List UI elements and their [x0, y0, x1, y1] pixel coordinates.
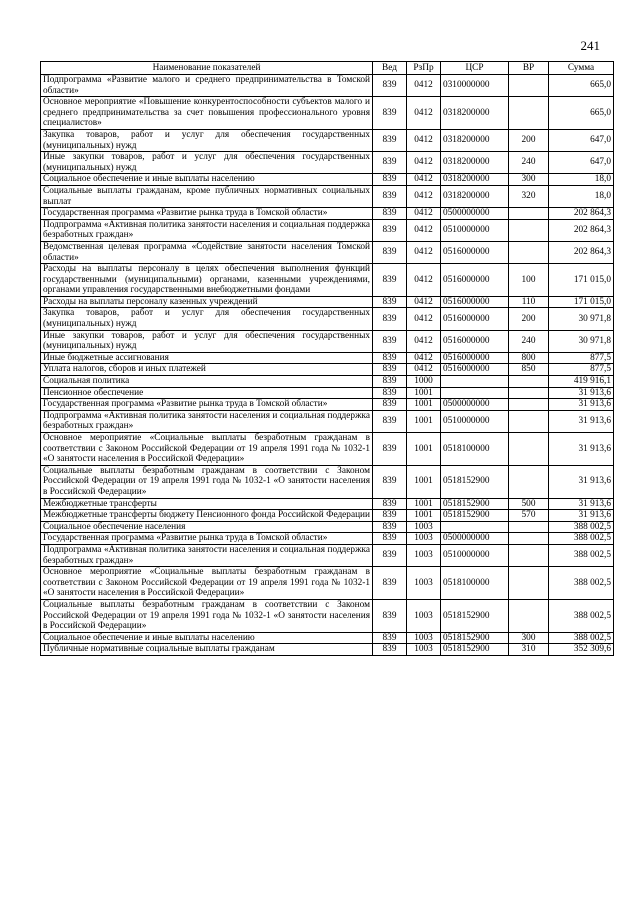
- table-row: [41, 510, 614, 522]
- table-body: [41, 75, 614, 656]
- cell-name: Государственная программа «Развитие рынка труда в Томской области»: [41, 533, 373, 545]
- cell-ved: 839: [373, 364, 407, 376]
- header-row: [41, 62, 614, 75]
- cell-sum: 388 002,5: [549, 544, 614, 566]
- cell-rzpr: 0412: [407, 75, 441, 97]
- cell-vr: [509, 544, 549, 566]
- cell-ved: 839: [373, 376, 407, 388]
- cell-sum: 202 864,3: [549, 219, 614, 241]
- table-row: [41, 330, 614, 352]
- cell-sum: 665,0: [549, 97, 614, 130]
- cell-ved: 839: [373, 521, 407, 533]
- table-row: [41, 75, 614, 97]
- cell-name: Подпрограмма «Активная политика занятости населения и социальная поддержка безработных граждан»: [41, 544, 373, 566]
- table-row: [41, 152, 614, 174]
- cell-rzpr: 1003: [407, 644, 441, 656]
- cell-ved: 839: [373, 97, 407, 130]
- cell-csr: 0500000000: [441, 208, 509, 220]
- cell-csr: 0516000000: [441, 296, 509, 308]
- cell-sum: 647,0: [549, 152, 614, 174]
- cell-sum: 388 002,5: [549, 521, 614, 533]
- cell-csr: 0516000000: [441, 264, 509, 297]
- cell-sum: 31 913,6: [549, 387, 614, 399]
- cell-sum: 31 913,6: [549, 510, 614, 522]
- cell-rzpr: 1001: [407, 433, 441, 466]
- cell-name: Основное мероприятие «Повышение конкурентоспособности субъектов малого и среднего предпринимательства за счет повышения профессионального уровня специалистов»: [41, 97, 373, 130]
- cell-rzpr: 0412: [407, 308, 441, 330]
- table-row: [41, 521, 614, 533]
- table-row: [41, 241, 614, 263]
- cell-ved: 839: [373, 308, 407, 330]
- cell-sum: 202 864,3: [549, 241, 614, 263]
- cell-vr: [509, 410, 549, 432]
- cell-name: Основное мероприятие «Социальные выплаты безработным гражданам в соответствии с Законом Российской Федерации от 19 апреля 1991 года № 1032-1 «О занятости населения в Российской Федерации»: [41, 433, 373, 466]
- cell-name: Закупка товаров, работ и услуг для обеспечения государственных (муниципальных) нужд: [41, 129, 373, 151]
- cell-ved: 839: [373, 208, 407, 220]
- cell-csr: [441, 521, 509, 533]
- cell-csr: 0516000000: [441, 330, 509, 352]
- cell-vr: 240: [509, 330, 549, 352]
- cell-ved: 839: [373, 433, 407, 466]
- cell-ved: 839: [373, 75, 407, 97]
- cell-csr: 0318200000: [441, 129, 509, 151]
- cell-name: Иные закупки товаров, работ и услуг для обеспечения государственных (муниципальных) нужд: [41, 330, 373, 352]
- cell-name: Подпрограмма «Активная политика занятости населения и социальная поддержка безработных граждан»: [41, 410, 373, 432]
- cell-sum: 31 913,6: [549, 410, 614, 432]
- cell-csr: 0310000000: [441, 75, 509, 97]
- cell-ved: 839: [373, 185, 407, 207]
- cell-ved: 839: [373, 399, 407, 411]
- cell-rzpr: 1001: [407, 387, 441, 399]
- cell-name: Ведомственная целевая программа «Содействие занятости населения Томской области»: [41, 241, 373, 263]
- cell-sum: 18,0: [549, 174, 614, 186]
- budget-table: [40, 61, 614, 656]
- cell-rzpr: 0412: [407, 352, 441, 364]
- cell-name: Межбюджетные трансферты бюджету Пенсионного фонда Российской Федерации: [41, 510, 373, 522]
- cell-vr: 800: [509, 352, 549, 364]
- cell-vr: 200: [509, 308, 549, 330]
- cell-vr: [509, 599, 549, 632]
- cell-vr: [509, 241, 549, 263]
- cell-csr: 0516000000: [441, 308, 509, 330]
- cell-sum: 171 015,0: [549, 296, 614, 308]
- cell-vr: 310: [509, 644, 549, 656]
- cell-sum: 31 913,6: [549, 433, 614, 466]
- table-row: [41, 296, 614, 308]
- cell-rzpr: 1001: [407, 510, 441, 522]
- cell-ved: 839: [373, 174, 407, 186]
- cell-csr: 0516000000: [441, 352, 509, 364]
- table-row: [41, 376, 614, 388]
- cell-rzpr: 1000: [407, 376, 441, 388]
- table-row: [41, 465, 614, 498]
- header-vr: ВР: [509, 62, 549, 75]
- cell-ved: 839: [373, 296, 407, 308]
- cell-name: Государственная программа «Развитие рынка труда в Томской области»: [41, 399, 373, 411]
- cell-vr: [509, 387, 549, 399]
- cell-rzpr: 0412: [407, 208, 441, 220]
- table-row: [41, 352, 614, 364]
- cell-name: Социальные выплаты гражданам, кроме публичных нормативных социальных выплат: [41, 185, 373, 207]
- table-row: [41, 433, 614, 466]
- cell-ved: 839: [373, 544, 407, 566]
- cell-csr: 0516000000: [441, 241, 509, 263]
- table-row: [41, 632, 614, 644]
- cell-vr: [509, 219, 549, 241]
- cell-rzpr: 1003: [407, 544, 441, 566]
- table-row: [41, 567, 614, 600]
- cell-ved: 839: [373, 533, 407, 545]
- cell-vr: [509, 567, 549, 600]
- cell-rzpr: 0412: [407, 219, 441, 241]
- cell-csr: 0500000000: [441, 533, 509, 545]
- cell-sum: 18,0: [549, 185, 614, 207]
- page-number: 241: [580, 38, 600, 53]
- cell-ved: 839: [373, 330, 407, 352]
- cell-csr: [441, 376, 509, 388]
- cell-ved: 839: [373, 152, 407, 174]
- cell-rzpr: 0412: [407, 174, 441, 186]
- cell-name: Социальные выплаты безработным гражданам в соответствии с Законом Российской Федерации от 19 апреля 1991 года № 1032-1 «О занятости населения в Российской Федерации»: [41, 599, 373, 632]
- cell-csr: 0500000000: [441, 399, 509, 411]
- cell-rzpr: 0412: [407, 364, 441, 376]
- cell-name: Социальное обеспечение населения: [41, 521, 373, 533]
- cell-ved: 839: [373, 465, 407, 498]
- cell-rzpr: 0412: [407, 97, 441, 130]
- cell-name: Расходы на выплаты персоналу в целях обеспечения выполнения функций государственными (муниципальными) органами, казенными учреждениями, органами управления государственными внебюджетными фондами: [41, 264, 373, 297]
- cell-name: Закупка товаров, работ и услуг для обеспечения государственных (муниципальных) нужд: [41, 308, 373, 330]
- cell-name: Социальные выплаты безработным гражданам в соответствии с Законом Российской Федерации от 19 апреля 1991 года № 1032-1 «О занятости населения в Российской Федерации»: [41, 465, 373, 498]
- cell-sum: 388 002,5: [549, 599, 614, 632]
- cell-ved: 839: [373, 129, 407, 151]
- cell-sum: 388 002,5: [549, 567, 614, 600]
- cell-rzpr: 1003: [407, 599, 441, 632]
- cell-name: Пенсионное обеспечение: [41, 387, 373, 399]
- cell-vr: [509, 376, 549, 388]
- cell-ved: 839: [373, 219, 407, 241]
- cell-sum: 877,5: [549, 352, 614, 364]
- cell-csr: 0318200000: [441, 152, 509, 174]
- cell-sum: 30 971,8: [549, 308, 614, 330]
- cell-csr: 0510000000: [441, 219, 509, 241]
- table-row: [41, 364, 614, 376]
- cell-name: Иные бюджетные ассигнования: [41, 352, 373, 364]
- cell-sum: 877,5: [549, 364, 614, 376]
- cell-sum: 419 916,1: [549, 376, 614, 388]
- cell-csr: 0510000000: [441, 544, 509, 566]
- cell-sum: 31 913,6: [549, 465, 614, 498]
- cell-name: Расходы на выплаты персоналу казенных учреждений: [41, 296, 373, 308]
- cell-csr: 0318200000: [441, 97, 509, 130]
- cell-csr: [441, 387, 509, 399]
- cell-csr: 0518152900: [441, 632, 509, 644]
- cell-sum: 202 864,3: [549, 208, 614, 220]
- header-rzpr: РзПр: [407, 62, 441, 75]
- cell-vr: [509, 533, 549, 545]
- cell-name: Межбюджетные трансферты: [41, 498, 373, 510]
- cell-ved: 839: [373, 387, 407, 399]
- cell-sum: 647,0: [549, 129, 614, 151]
- cell-csr: 0318200000: [441, 185, 509, 207]
- cell-vr: 500: [509, 498, 549, 510]
- header-ved: Вед: [373, 62, 407, 75]
- table-header: [41, 62, 614, 75]
- cell-vr: [509, 465, 549, 498]
- cell-rzpr: 0412: [407, 330, 441, 352]
- cell-rzpr: 0412: [407, 241, 441, 263]
- cell-csr: 0516000000: [441, 364, 509, 376]
- cell-name: Иные закупки товаров, работ и услуг для обеспечения государственных (муниципальных) нужд: [41, 152, 373, 174]
- cell-name: Социальное обеспечение и иные выплаты населению: [41, 632, 373, 644]
- cell-ved: 839: [373, 352, 407, 364]
- cell-name: Подпрограмма «Активная политика занятости населения и социальная поддержка безработных граждан»: [41, 219, 373, 241]
- cell-vr: [509, 433, 549, 466]
- cell-sum: 665,0: [549, 75, 614, 97]
- table-row: [41, 174, 614, 186]
- table-row: [41, 599, 614, 632]
- cell-csr: 0518152900: [441, 644, 509, 656]
- cell-vr: [509, 97, 549, 130]
- table-row: [41, 533, 614, 545]
- cell-rzpr: 1001: [407, 465, 441, 498]
- cell-vr: [509, 208, 549, 220]
- cell-name: Подпрограмма «Развитие малого и среднего предпринимательства в Томской области»: [41, 75, 373, 97]
- cell-vr: 200: [509, 129, 549, 151]
- cell-rzpr: 0412: [407, 296, 441, 308]
- cell-rzpr: 0412: [407, 152, 441, 174]
- cell-name: Государственная программа «Развитие рынка труда в Томской области»: [41, 208, 373, 220]
- cell-name: Основное мероприятие «Социальные выплаты безработным гражданам в соответствии с Законом Российской Федерации от 19 апреля 1991 года № 1032-1 «О занятости населения в Российской Федерации»: [41, 567, 373, 600]
- cell-rzpr: 1003: [407, 533, 441, 545]
- cell-ved: 839: [373, 644, 407, 656]
- cell-ved: 839: [373, 632, 407, 644]
- cell-rzpr: 1003: [407, 521, 441, 533]
- cell-vr: [509, 399, 549, 411]
- cell-ved: 839: [373, 599, 407, 632]
- cell-sum: 31 913,6: [549, 399, 614, 411]
- cell-csr: 0518152900: [441, 465, 509, 498]
- cell-ved: 839: [373, 264, 407, 297]
- cell-name: Уплата налогов, сборов и иных платежей: [41, 364, 373, 376]
- cell-csr: 0510000000: [441, 410, 509, 432]
- cell-vr: 100: [509, 264, 549, 297]
- cell-ved: 839: [373, 410, 407, 432]
- cell-rzpr: 1001: [407, 399, 441, 411]
- cell-ved: 839: [373, 498, 407, 510]
- cell-vr: 240: [509, 152, 549, 174]
- cell-vr: 300: [509, 632, 549, 644]
- cell-rzpr: 1003: [407, 632, 441, 644]
- header-csr: ЦСР: [441, 62, 509, 75]
- table-row: [41, 498, 614, 510]
- cell-ved: 839: [373, 241, 407, 263]
- cell-rzpr: 0412: [407, 264, 441, 297]
- header-name: Наименование показателей: [41, 62, 373, 75]
- cell-vr: 110: [509, 296, 549, 308]
- table-row: [41, 544, 614, 566]
- table-row: [41, 129, 614, 151]
- cell-sum: 30 971,8: [549, 330, 614, 352]
- table-row: [41, 308, 614, 330]
- cell-csr: 0518100000: [441, 567, 509, 600]
- table-row: [41, 97, 614, 130]
- cell-vr: 850: [509, 364, 549, 376]
- cell-ved: 839: [373, 510, 407, 522]
- cell-vr: 570: [509, 510, 549, 522]
- cell-sum: 388 002,5: [549, 533, 614, 545]
- cell-name: Публичные нормативные социальные выплаты гражданам: [41, 644, 373, 656]
- cell-sum: 31 913,6: [549, 498, 614, 510]
- cell-rzpr: 1003: [407, 567, 441, 600]
- cell-rzpr: 0412: [407, 185, 441, 207]
- cell-sum: 352 309,6: [549, 644, 614, 656]
- table-row: [41, 208, 614, 220]
- cell-name: Социальная политика: [41, 376, 373, 388]
- cell-vr: [509, 75, 549, 97]
- table-row: [41, 185, 614, 207]
- table-row: [41, 219, 614, 241]
- cell-rzpr: 1001: [407, 498, 441, 510]
- cell-ved: 839: [373, 567, 407, 600]
- cell-vr: [509, 521, 549, 533]
- cell-sum: 171 015,0: [549, 264, 614, 297]
- header-sum: Сумма: [549, 62, 614, 75]
- cell-rzpr: 0412: [407, 129, 441, 151]
- cell-rzpr: 1001: [407, 410, 441, 432]
- table-row: [41, 644, 614, 656]
- cell-csr: 0318200000: [441, 174, 509, 186]
- cell-csr: 0518152900: [441, 599, 509, 632]
- table-row: [41, 410, 614, 432]
- cell-vr: 320: [509, 185, 549, 207]
- cell-csr: 0518152900: [441, 498, 509, 510]
- cell-csr: 0518152900: [441, 510, 509, 522]
- table-row: [41, 264, 614, 297]
- table-row: [41, 387, 614, 399]
- cell-name: Социальное обеспечение и иные выплаты населению: [41, 174, 373, 186]
- table-row: [41, 399, 614, 411]
- cell-vr: 300: [509, 174, 549, 186]
- cell-sum: 388 002,5: [549, 632, 614, 644]
- cell-csr: 0518100000: [441, 433, 509, 466]
